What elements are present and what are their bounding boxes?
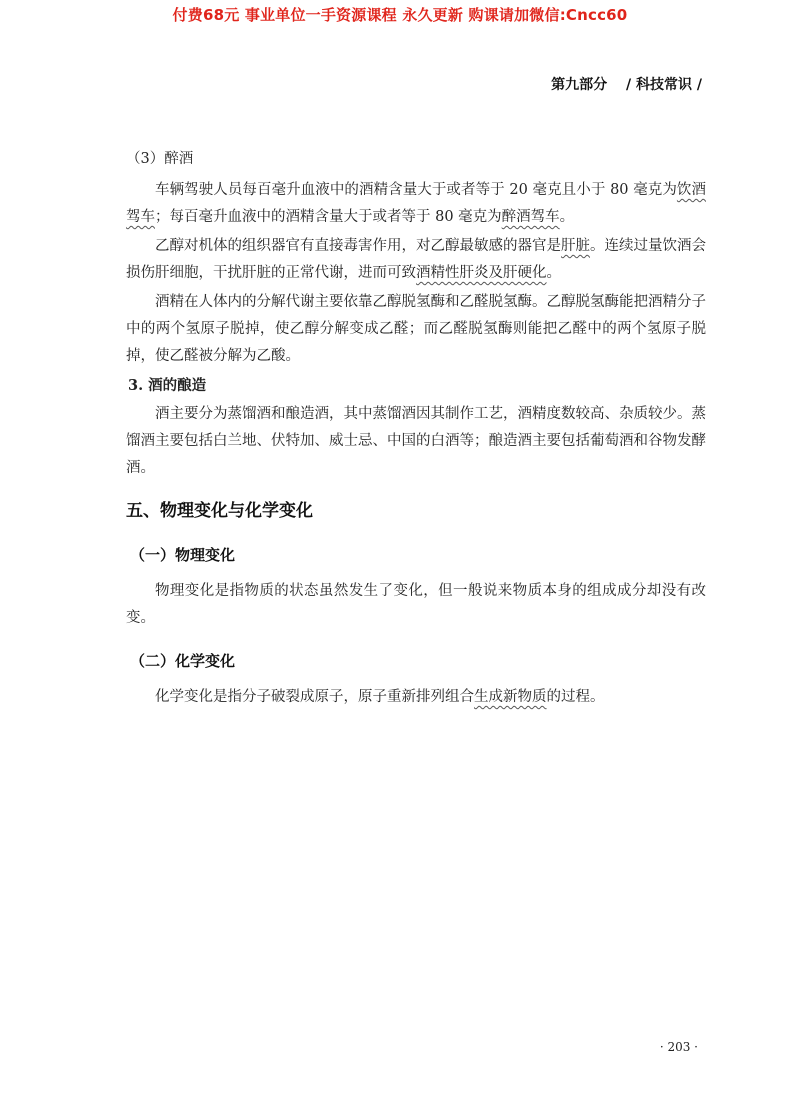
text-span: 车辆驾驶人员每百毫升血液中的酒精含量大于或者等于 20 毫克且小于 80 毫克为 xyxy=(155,182,677,198)
paragraph-physical-change: 物理变化是指物质的状态虽然发生了变化，但一般说来物质本身的组成成分却没有改变。 xyxy=(126,583,706,626)
paragraph-liver-damage xyxy=(126,233,706,287)
text-span: 。连续过量饮酒会损伤肝细胞，干扰肝脏的正常代谢，进而可致 xyxy=(126,238,706,281)
subsection-title-drunk: （3）醉酒 xyxy=(126,151,194,167)
emphasis-hepatitis: 酒精性肝炎及肝硬化 xyxy=(416,265,547,281)
text-span: 。 xyxy=(546,265,561,281)
running-header xyxy=(551,74,702,94)
page-number: · 203 · xyxy=(659,1040,698,1054)
header-separator: / xyxy=(626,77,632,93)
header-separator-end: / xyxy=(696,77,702,93)
text-span: 。 xyxy=(559,209,575,225)
paragraph-drunk-driving xyxy=(126,177,706,231)
emphasis-drunk-driving: 醉酒驾车 xyxy=(501,209,560,225)
section-title-changes: 五、物理变化与化学变化 xyxy=(126,501,313,521)
subsection-title-physical: （一）物理变化 xyxy=(130,546,236,564)
subsection-title-brewing: 3. 酒的酿造 xyxy=(128,377,207,394)
watermark-banner: 付费68元 事业单位一手资源课程 永久更新 购课请加微信:Cncc60 xyxy=(172,6,628,24)
text-span: ；每百毫升血液中的酒精含量大于或者等于 80 毫克为 xyxy=(155,209,502,225)
emphasis-drink-driving: 饮酒驾车 xyxy=(126,182,706,225)
text-span: 的过程。 xyxy=(546,689,605,705)
paragraph-chemical-change xyxy=(126,684,706,711)
header-part: 第九部分 xyxy=(551,77,608,93)
page-content xyxy=(126,146,706,711)
text-span: 乙醇对机体的组织器官有直接毒害作用，对乙醇最敏感的器官是 xyxy=(155,238,561,254)
emphasis-liver: 肝脏 xyxy=(561,238,590,254)
paragraph-metabolism: 酒精在人体内的分解代谢主要依靠乙醇脱氢酶和乙醛脱氢酶。乙醇脱氢酶能把酒精分子中的两个氢原子脱掉，使乙醇分解变成乙醛；而乙醛脱氢酶则能把乙醛中的两个氢原子脱掉，使乙醛被分解为乙酸。 xyxy=(126,294,706,364)
emphasis-new-substance: 生成新物质 xyxy=(474,689,547,705)
subsection-title-chemical: （二）化学变化 xyxy=(130,652,236,670)
text-span: 化学变化是指分子破裂成原子，原子重新排列组合 xyxy=(155,689,474,705)
paragraph-brewing: 酒主要分为蒸馏酒和酿造酒，其中蒸馏酒因其制作工艺，酒精度数较高、杂质较少。蒸馏酒主要包括白兰地、伏特加、威士忌、中国的白酒等；酿造酒主要包括葡萄酒和谷物发酵酒。 xyxy=(126,406,706,476)
header-section: 科技常识 xyxy=(636,77,692,93)
